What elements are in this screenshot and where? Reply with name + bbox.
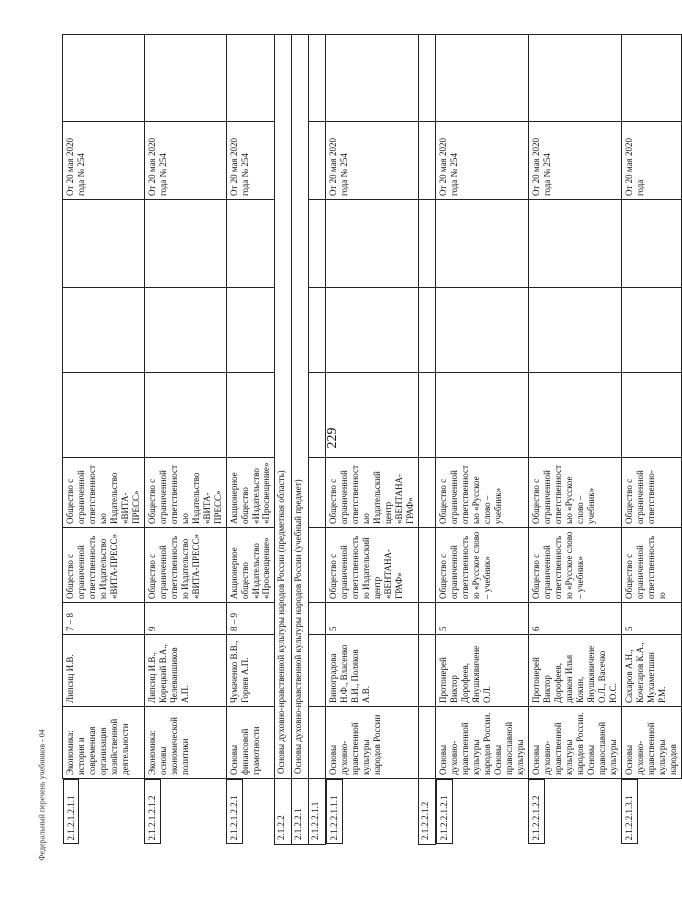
cell-last xyxy=(63,35,145,122)
cell-grade: 5 xyxy=(436,603,529,635)
empty-cell xyxy=(309,288,326,373)
cell-authors: Протоиерей Виктор Дорофеев, диакон Илья Кокин, Янушкявичене О.Л., Васечко Ю.С. xyxy=(528,635,621,707)
cell-name: Экономика: история и современная организация хозяйственной деятельности xyxy=(63,707,145,779)
subsection-code: 2.1.2.2.1.2 xyxy=(419,779,436,845)
cell-manufacturer: Общество с ограниченной ответственностью «Русское слово – учебник» xyxy=(436,458,529,528)
cell-authors: Липсиц И.В., Корецкий В.А., Челеваншиков А.П. xyxy=(144,635,226,707)
cell-publisher: Общество с ограниченной ответственностью Издательский центр «ВЕНТАНА-ГРАФ» xyxy=(326,528,419,603)
cell-c9 xyxy=(63,200,145,288)
cell-name: Основы духовно-нравственной культуры народов России xyxy=(326,707,419,779)
cell-grade: 6 xyxy=(528,603,621,635)
table-row xyxy=(275,35,292,845)
cell-publisher: Общество с ограниченной ответственностью Издательство «ВИТА-ПРЕСС» xyxy=(144,528,226,603)
empty-cell xyxy=(419,35,436,122)
table-row xyxy=(63,35,145,845)
section-title: Основы духовно-нравственной культуры народов России (учебный предмет) xyxy=(292,35,309,779)
empty-cell xyxy=(309,528,326,603)
cell-last xyxy=(226,35,275,122)
cell-c7 xyxy=(144,373,226,458)
cell-manufacturer: Общество с ограниченной ответственно- xyxy=(621,458,681,528)
empty-cell xyxy=(419,707,436,779)
table-row xyxy=(621,35,681,845)
cell-authors: Протоиерей Виктор Дорофеев, Янушкявичене О.Л. xyxy=(436,635,529,707)
cell-c7 xyxy=(528,373,621,458)
cell-c8 xyxy=(528,288,621,373)
table-row xyxy=(144,35,226,845)
cell-grade: 9 xyxy=(144,603,226,635)
table-row xyxy=(326,35,419,845)
cell-last xyxy=(528,35,621,122)
section-code: 2.1.2.2.1 xyxy=(292,779,309,845)
table-body xyxy=(63,35,682,845)
section-title: Основы духовно-нравственной культуры народов России (предметная область) xyxy=(275,35,292,779)
cell-c9 xyxy=(621,200,681,288)
subsection-code: 2.1.2.2.1.1 xyxy=(309,779,326,845)
cell-name: Экономика: основы экономической политики xyxy=(144,707,226,779)
empty-cell xyxy=(309,122,326,200)
cell-c9 xyxy=(528,200,621,288)
footer-text: Федеральный перечень учебников - 04 xyxy=(37,729,47,861)
cell-c8 xyxy=(621,288,681,373)
cell-authors: Чумаченко В.В., Горяев А.П. xyxy=(226,635,275,707)
empty-cell xyxy=(419,635,436,707)
cell-c8 xyxy=(63,288,145,373)
cell-code: 2.1.2.1.2.2.1 xyxy=(226,779,243,845)
cell-grade: 7 – 8 xyxy=(63,603,145,635)
cell-last xyxy=(436,35,529,122)
table-row xyxy=(309,35,326,845)
cell-c9 xyxy=(226,200,275,288)
cell-manufacturer: Общество с ограниченной ответственностью Издательство «ВИТА-ПРЕСС» xyxy=(144,458,226,528)
cell-publisher: Акционерное общество «Издательство «Просвещение» xyxy=(226,528,275,603)
empty-cell xyxy=(309,200,326,288)
empty-cell xyxy=(419,200,436,288)
cell-authors: Виноградова Н.Ф., Власенко В.И., Поляков А.В. xyxy=(326,635,419,707)
cell-c9 xyxy=(144,200,226,288)
cell-c7 xyxy=(226,373,275,458)
cell-c8 xyxy=(326,288,419,373)
cell-last xyxy=(144,35,226,122)
empty-cell xyxy=(309,635,326,707)
cell-authors: Липсиц И.В. xyxy=(63,635,145,707)
cell-order: От 20 мая 2020 года № 254 xyxy=(226,122,275,200)
cell-authors: Сахаров А.Н., Кочегаров К.А., Мухаметшин Р.М. xyxy=(621,635,681,707)
empty-cell xyxy=(419,528,436,603)
section-code: 2.1.2.2 xyxy=(275,779,292,845)
cell-last xyxy=(326,35,419,122)
cell-order: От 20 мая 2020 года № 254 xyxy=(63,122,145,200)
empty-cell xyxy=(419,458,436,528)
table-row xyxy=(528,35,621,845)
textbook-list-table xyxy=(62,34,682,845)
cell-manufacturer: Общество с ограниченной ответственностью Издательский центр «ВЕНТАНА-ГРАФ» xyxy=(326,458,419,528)
empty-cell xyxy=(309,35,326,122)
cell-order: От 20 мая 2020 года xyxy=(621,122,681,200)
empty-cell xyxy=(419,122,436,200)
empty-cell xyxy=(309,707,326,779)
table-row xyxy=(292,35,309,845)
cell-order: От 20 мая 2020 года № 254 xyxy=(436,122,529,200)
cell-code: 2.1.2.1.2.1.2 xyxy=(144,779,161,845)
cell-code: 2.1.2.2.1.1.1 xyxy=(326,779,343,845)
cell-manufacturer: Общество с ограниченной ответственностью Издательство «ВИТА-ПРЕСС» xyxy=(63,458,145,528)
cell-order: От 20 мая 2020 года № 254 xyxy=(144,122,226,200)
page-number: 229 xyxy=(325,427,340,449)
table-row xyxy=(436,35,529,845)
cell-last xyxy=(621,35,681,122)
cell-publisher: Общество с ограниченной ответственностью xyxy=(621,528,681,603)
cell-name: Основы духовно-нравственной культуры народов xyxy=(621,707,681,779)
cell-c7 xyxy=(436,373,529,458)
cell-publisher: Общество с ограниченной ответственностью Издательство «ВИТА-ПРЕСС» xyxy=(63,528,145,603)
cell-name: Основы духовно-нравственной культуры народов России. Основы православной культуры xyxy=(528,707,621,779)
cell-c8 xyxy=(144,288,226,373)
cell-publisher: Общество с ограниченной ответственностью «Русское слово – учебник» xyxy=(436,528,529,603)
cell-publisher: Общество с ограниченной ответственностью «Русское слово – учебник» xyxy=(528,528,621,603)
cell-code: 2.1.2.2.1.3.1 xyxy=(621,779,638,845)
cell-manufacturer: Акционерное общество «Издательство «Просвещение» xyxy=(226,458,275,528)
empty-cell xyxy=(309,373,326,458)
cell-c9 xyxy=(436,200,529,288)
cell-name: Основы финансовой грамотности xyxy=(226,707,275,779)
cell-c9 xyxy=(326,200,419,288)
cell-c7 xyxy=(326,373,419,458)
empty-cell xyxy=(419,373,436,458)
table-row xyxy=(226,35,275,845)
cell-grade: 5 xyxy=(326,603,419,635)
empty-cell xyxy=(309,603,326,635)
empty-cell xyxy=(309,458,326,528)
cell-c8 xyxy=(436,288,529,373)
cell-grade: 8 – 9 xyxy=(226,603,275,635)
empty-cell xyxy=(419,603,436,635)
table-row xyxy=(419,35,436,845)
cell-code: 2.1.2.1.2.1.1 xyxy=(63,779,80,845)
cell-c8 xyxy=(226,288,275,373)
cell-manufacturer: Общество с ограниченной ответственностью «Русское слово – учебник» xyxy=(528,458,621,528)
cell-code: 2.1.2.2.1.2.2 xyxy=(528,779,545,845)
cell-c7 xyxy=(621,373,681,458)
cell-order: От 20 мая 2020 года № 254 xyxy=(326,122,419,200)
empty-cell xyxy=(419,288,436,373)
rotated-table-container xyxy=(62,35,678,845)
cell-c7 xyxy=(63,373,145,458)
cell-name: Основы духовно-нравственной культуры народов России. Основы православной культуры xyxy=(436,707,529,779)
cell-code: 2.1.2.2.1.2.1 xyxy=(436,779,453,845)
cell-grade: 5 xyxy=(621,603,681,635)
cell-order: От 20 мая 2020 года № 254 xyxy=(528,122,621,200)
